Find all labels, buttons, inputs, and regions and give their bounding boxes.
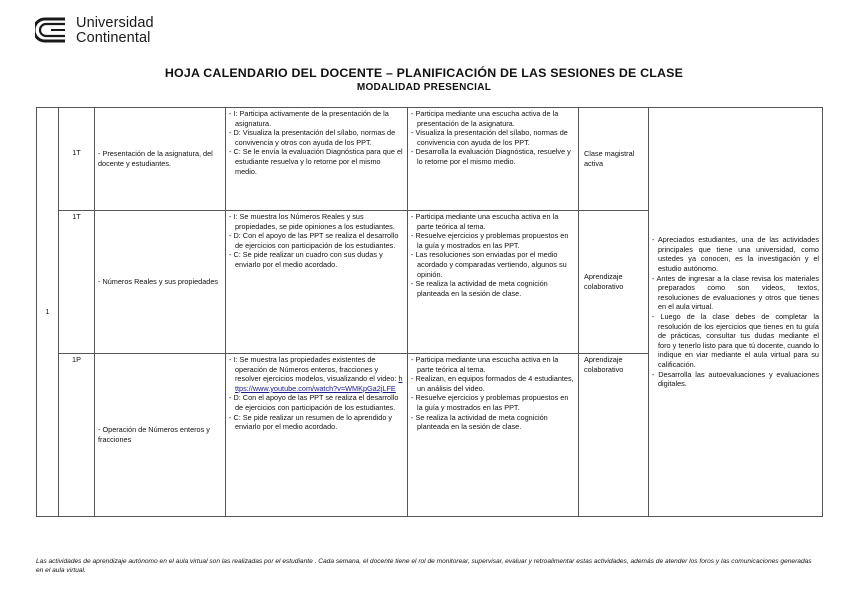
student-activities — [408, 108, 579, 211]
note-item: - Desarrolla las autoevaluaciones y evaluaciones digitales. — [652, 369, 819, 389]
topic-cell: - Operación de Números enteros y fracciones — [95, 354, 226, 517]
teacher-activities — [226, 211, 408, 354]
list-item: - Se realiza la actividad de meta cognición planteada en la sesión de clase. — [411, 412, 548, 432]
list-item: - I: Se muestra las propiedades existentes de operación de Números enteros, fracciones y resolver ejercicios modelos, visualizando el video: https://www.youtube.com/watch?v=WMKpGa2jLFE — [229, 355, 403, 393]
list-item: - C: Se pide realizar un cuadro con sus dudas y enviarlo por el medio acordado. — [229, 250, 383, 269]
topic-cell: - Números Reales y sus propiedades — [95, 211, 226, 354]
document-subtitle: MODALIDAD PRESENCIAL — [356, 82, 492, 93]
list-item: - Participa mediante una escucha activa de la presentación de la asignatura. — [411, 109, 559, 128]
session-code: 1T — [59, 211, 95, 354]
unit-cell: 1 — [37, 108, 59, 517]
note-item: - Luego de la clase debes de completar la resolución de los ejercicios que tienes en tu guía de prácticas, consultar tus dudas mediante el foro y tenerlo listo para que tú docente, cuando lo indique en viar mediante el aula virtual para su calificación. — [652, 312, 819, 369]
list-item: - C: Se le envía la evaluación Diagnóstica para que el estudiante resuelva y lo retorne por el mismo medio. — [229, 147, 403, 176]
table-row — [37, 108, 823, 211]
list-item: - Participa mediante una escucha activa en la parte teórica al tema. — [411, 212, 559, 231]
student-activities — [408, 354, 579, 517]
logo-mark-icon — [35, 16, 71, 44]
notes-cell — [649, 108, 823, 517]
list-item: - Se realiza la actividad de meta cognición planteada en la sesión de clase. — [411, 279, 548, 298]
session-code: 1T — [59, 108, 95, 211]
session-table — [36, 107, 823, 517]
list-item: - Visualiza la presentación del sílabo, normas de convivencia con ayuda de los PPT. — [411, 128, 568, 147]
logo-line-1: Universidad — [76, 15, 154, 31]
list-item: - Participa mediante una escucha activa en la parte teórica al tema. — [411, 355, 559, 374]
video-link[interactable]: https://www.youtube.com/watch?v=WMKpGa2jLFE — [235, 374, 403, 393]
list-item: - D: Con el apoyo de las PPT se realiza el desarrollo de ejercicios con participación de los estudiantes. — [229, 393, 399, 412]
teacher-activities — [226, 354, 408, 517]
list-item: - D: Visualiza la presentación del sílabo, normas de convivencia y otros con ayuda de los PPT. — [229, 128, 396, 147]
list-item: - I: Se muestra los Números Reales y sus propiedades, se pide opiniones a los estudiantes. — [229, 212, 395, 231]
session-code: 1P — [59, 354, 95, 517]
list-item: - D: Con el apoyo de las PPT se realiza el desarrollo de ejercicios con participación de los estudiantes. — [229, 231, 399, 250]
logo-line-2: Continental — [76, 30, 151, 46]
list-item: - C: Se pide realizar un resumen de lo aprendido y enviarlo por el medio acordado. — [229, 412, 393, 432]
list-item: - Resuelve ejercicios y problemas propuestos en la guía y mostrados en las PPT. — [411, 231, 569, 250]
footer-note: Las actividades de aprendizaje autónomo en el aula virtual son las realizadas por el estudiante . Cada semana, el docente tiene el rol de monitorear, supervisar, evaluar y retroalimentar estas actividades, además de atender los foros y las comunicaciones generadas en el aula virtual. — [36, 558, 812, 575]
teacher-activities — [226, 108, 408, 211]
list-item: - I: Participa activamente de la presentación de la asignatura. — [229, 109, 389, 128]
university-logo — [35, 14, 195, 50]
strategy-cell: Aprendizaje colaborativo — [579, 211, 649, 354]
document-title: HOJA CALENDARIO DEL DOCENTE – PLANIFICACIÓN DE LAS SESIONES DE CLASE — [164, 66, 684, 80]
list-item: - Realizan, en equipos formados de 4 estudiantes, un análisis del video. — [411, 374, 574, 393]
note-item: - Apreciados estudiantes, una de las actividades principales que tiene una universidad, como ustedes ya conocen, es la investigación y el estudio autónomo. — [652, 235, 819, 274]
list-item: - Las resoluciones son enviadas por el medio acordado y comparadas vertiendo, algunos su opinión. — [411, 250, 567, 279]
topic-cell: - Presentación de la asignatura, del docente y estudiantes. — [95, 108, 226, 211]
strategy-cell: Clase magistral activa — [579, 108, 649, 211]
strategy-cell: Aprendizaje colaborativo — [579, 354, 649, 517]
student-activities — [408, 211, 579, 354]
note-item: - Antes de ingresar a la clase revisa los materiales preparados como son videos, textos, resoluciones de evaluaciones y otros que tienes en el aula virtual. — [652, 273, 819, 312]
list-item: - Resuelve ejercicios y problemas propuestos en la guía y mostrados en las PPT. — [411, 393, 569, 412]
list-item: - Desarrolla la evaluación Diagnóstica, resuelve y lo retorne por el mismo medio. — [411, 147, 571, 166]
